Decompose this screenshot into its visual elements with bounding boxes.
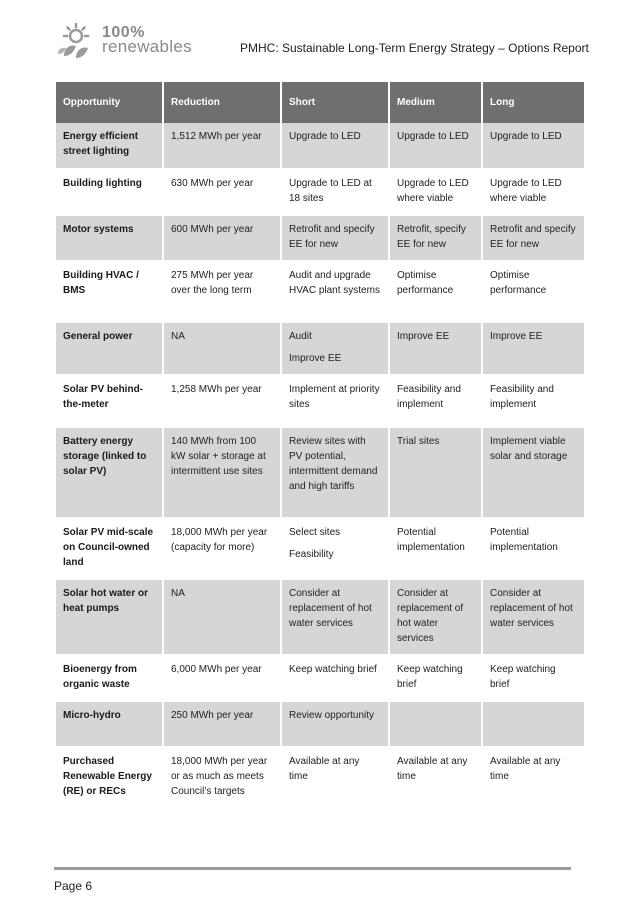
table-row <box>55 701 585 747</box>
cell-reduction: 275 MWh per year over the long term <box>163 261 281 322</box>
table-row <box>55 261 585 322</box>
column-header-reduction: Reduction <box>163 82 281 123</box>
table-row <box>55 518 585 579</box>
cell-long: Keep watching brief <box>482 655 585 701</box>
table-row <box>55 375 585 427</box>
cell-opportunity: Solar PV behind-the-meter <box>55 375 163 427</box>
cell-opportunity: Motor systems <box>55 215 163 261</box>
table-row <box>55 215 585 261</box>
cell-short <box>281 701 389 747</box>
cell-opportunity: Building lighting <box>55 169 163 215</box>
cell-opportunity: Energy efficient street lighting <box>55 123 163 169</box>
cell-short-item: Feasibility <box>289 549 334 560</box>
cell-medium: Consider at replacement of hot water services <box>389 579 482 655</box>
cell-short-item: Review opportunity <box>289 710 375 721</box>
cell-opportunity: Purchased Renewable Energy (RE) or RECs <box>55 747 163 808</box>
cell-medium <box>389 701 482 747</box>
cell-opportunity: Solar hot water or heat pumps <box>55 579 163 655</box>
cell-medium: Optimise performance <box>389 261 482 322</box>
table-row <box>55 427 585 518</box>
cell-short-item: Upgrade to LED at 18 sites <box>289 178 372 204</box>
cell-medium: Keep watching brief <box>389 655 482 701</box>
cell-reduction: 250 MWh per year <box>163 701 281 747</box>
cell-reduction: 630 MWh per year <box>163 169 281 215</box>
cell-short <box>281 375 389 427</box>
cell-short-item: Audit and upgrade HVAC plant systems <box>289 270 380 296</box>
column-header-short: Short <box>281 82 389 123</box>
cell-long: Upgrade to LED where viable <box>482 169 585 215</box>
cell-long: Implement viable solar and storage <box>482 427 585 518</box>
table-header-row <box>55 82 585 123</box>
table-row <box>55 579 585 655</box>
cell-short-item: Consider at replacement of hot water services <box>289 588 372 629</box>
cell-reduction: 1,258 MWh per year <box>163 375 281 427</box>
logo-text-brand: renewables <box>102 37 192 56</box>
cell-short <box>281 655 389 701</box>
cell-reduction: NA <box>163 579 281 655</box>
column-header-long: Long <box>482 82 585 123</box>
logo <box>56 22 206 62</box>
cell-opportunity: Building HVAC / BMS <box>55 261 163 322</box>
cell-opportunity: Bioenergy from organic waste <box>55 655 163 701</box>
cell-short-item: Implement at priority sites <box>289 384 380 410</box>
sun-leaf-logo-icon <box>56 22 100 62</box>
cell-medium: Improve EE <box>389 322 482 375</box>
cell-short-item: Keep watching brief <box>289 664 377 675</box>
cell-short <box>281 215 389 261</box>
cell-short <box>281 123 389 169</box>
cell-reduction: 18,000 MWh per year or as much as meets Council’s targets <box>163 747 281 808</box>
cell-short <box>281 579 389 655</box>
cell-short-item: Retrofit and specify EE for new <box>289 224 375 250</box>
cell-medium: Available at any time <box>389 747 482 808</box>
cell-short <box>281 747 389 808</box>
cell-short-item: Upgrade to LED <box>289 131 361 142</box>
cell-long <box>482 701 585 747</box>
table-row <box>55 322 585 375</box>
cell-long: Available at any time <box>482 747 585 808</box>
cell-reduction: 140 MWh from 100 kW solar + storage at intermittent use sites <box>163 427 281 518</box>
cell-short <box>281 261 389 322</box>
cell-opportunity: General power <box>55 322 163 375</box>
cell-reduction: 6,000 MWh per year <box>163 655 281 701</box>
cell-reduction: 600 MWh per year <box>163 215 281 261</box>
cell-long: Consider at replacement of hot water services <box>482 579 585 655</box>
cell-reduction: NA <box>163 322 281 375</box>
cell-short <box>281 427 389 518</box>
column-header-opportunity: Opportunity <box>55 82 163 123</box>
cell-medium: Retrofit, specify EE for new <box>389 215 482 261</box>
cell-long: Feasibility and implement <box>482 375 585 427</box>
table-row <box>55 655 585 701</box>
cell-opportunity: Solar PV mid-scale on Council-owned land <box>55 518 163 579</box>
table-row <box>55 123 585 169</box>
logo-text-percent: 100% <box>102 24 145 41</box>
options-table <box>54 82 586 809</box>
footer-divider <box>54 867 571 870</box>
cell-long: Retrofit and specify EE for new <box>482 215 585 261</box>
cell-medium: Trial sites <box>389 427 482 518</box>
table-row <box>55 169 585 215</box>
cell-short-item: Review sites with PV potential, intermittent demand and high tariffs <box>289 436 378 492</box>
cell-reduction: 18,000 MWh per year (capacity for more) <box>163 518 281 579</box>
cell-short-item: Improve EE <box>289 353 342 364</box>
cell-short-item: Select sites <box>289 527 341 538</box>
cell-short-item: Available at any time <box>289 756 360 782</box>
cell-long: Optimise performance <box>482 261 585 322</box>
cell-medium: Feasibility and implement <box>389 375 482 427</box>
cell-opportunity: Micro-hydro <box>55 701 163 747</box>
document-title: PMHC: Sustainable Long-Term Energy Strategy – Options Report <box>240 41 589 55</box>
cell-short <box>281 322 389 375</box>
table-row <box>55 747 585 808</box>
column-header-medium: Medium <box>389 82 482 123</box>
page-number: Page 6 <box>54 879 93 893</box>
cell-short <box>281 169 389 215</box>
cell-short-item: Audit <box>289 331 312 342</box>
cell-medium: Potential implementation <box>389 518 482 579</box>
cell-short <box>281 518 389 579</box>
cell-reduction: 1,512 MWh per year <box>163 123 281 169</box>
cell-long: Potential implementation <box>482 518 585 579</box>
cell-long: Upgrade to LED <box>482 123 585 169</box>
cell-medium: Upgrade to LED <box>389 123 482 169</box>
cell-medium: Upgrade to LED where viable <box>389 169 482 215</box>
cell-opportunity: Battery energy storage (linked to solar PV) <box>55 427 163 518</box>
cell-long: Improve EE <box>482 322 585 375</box>
